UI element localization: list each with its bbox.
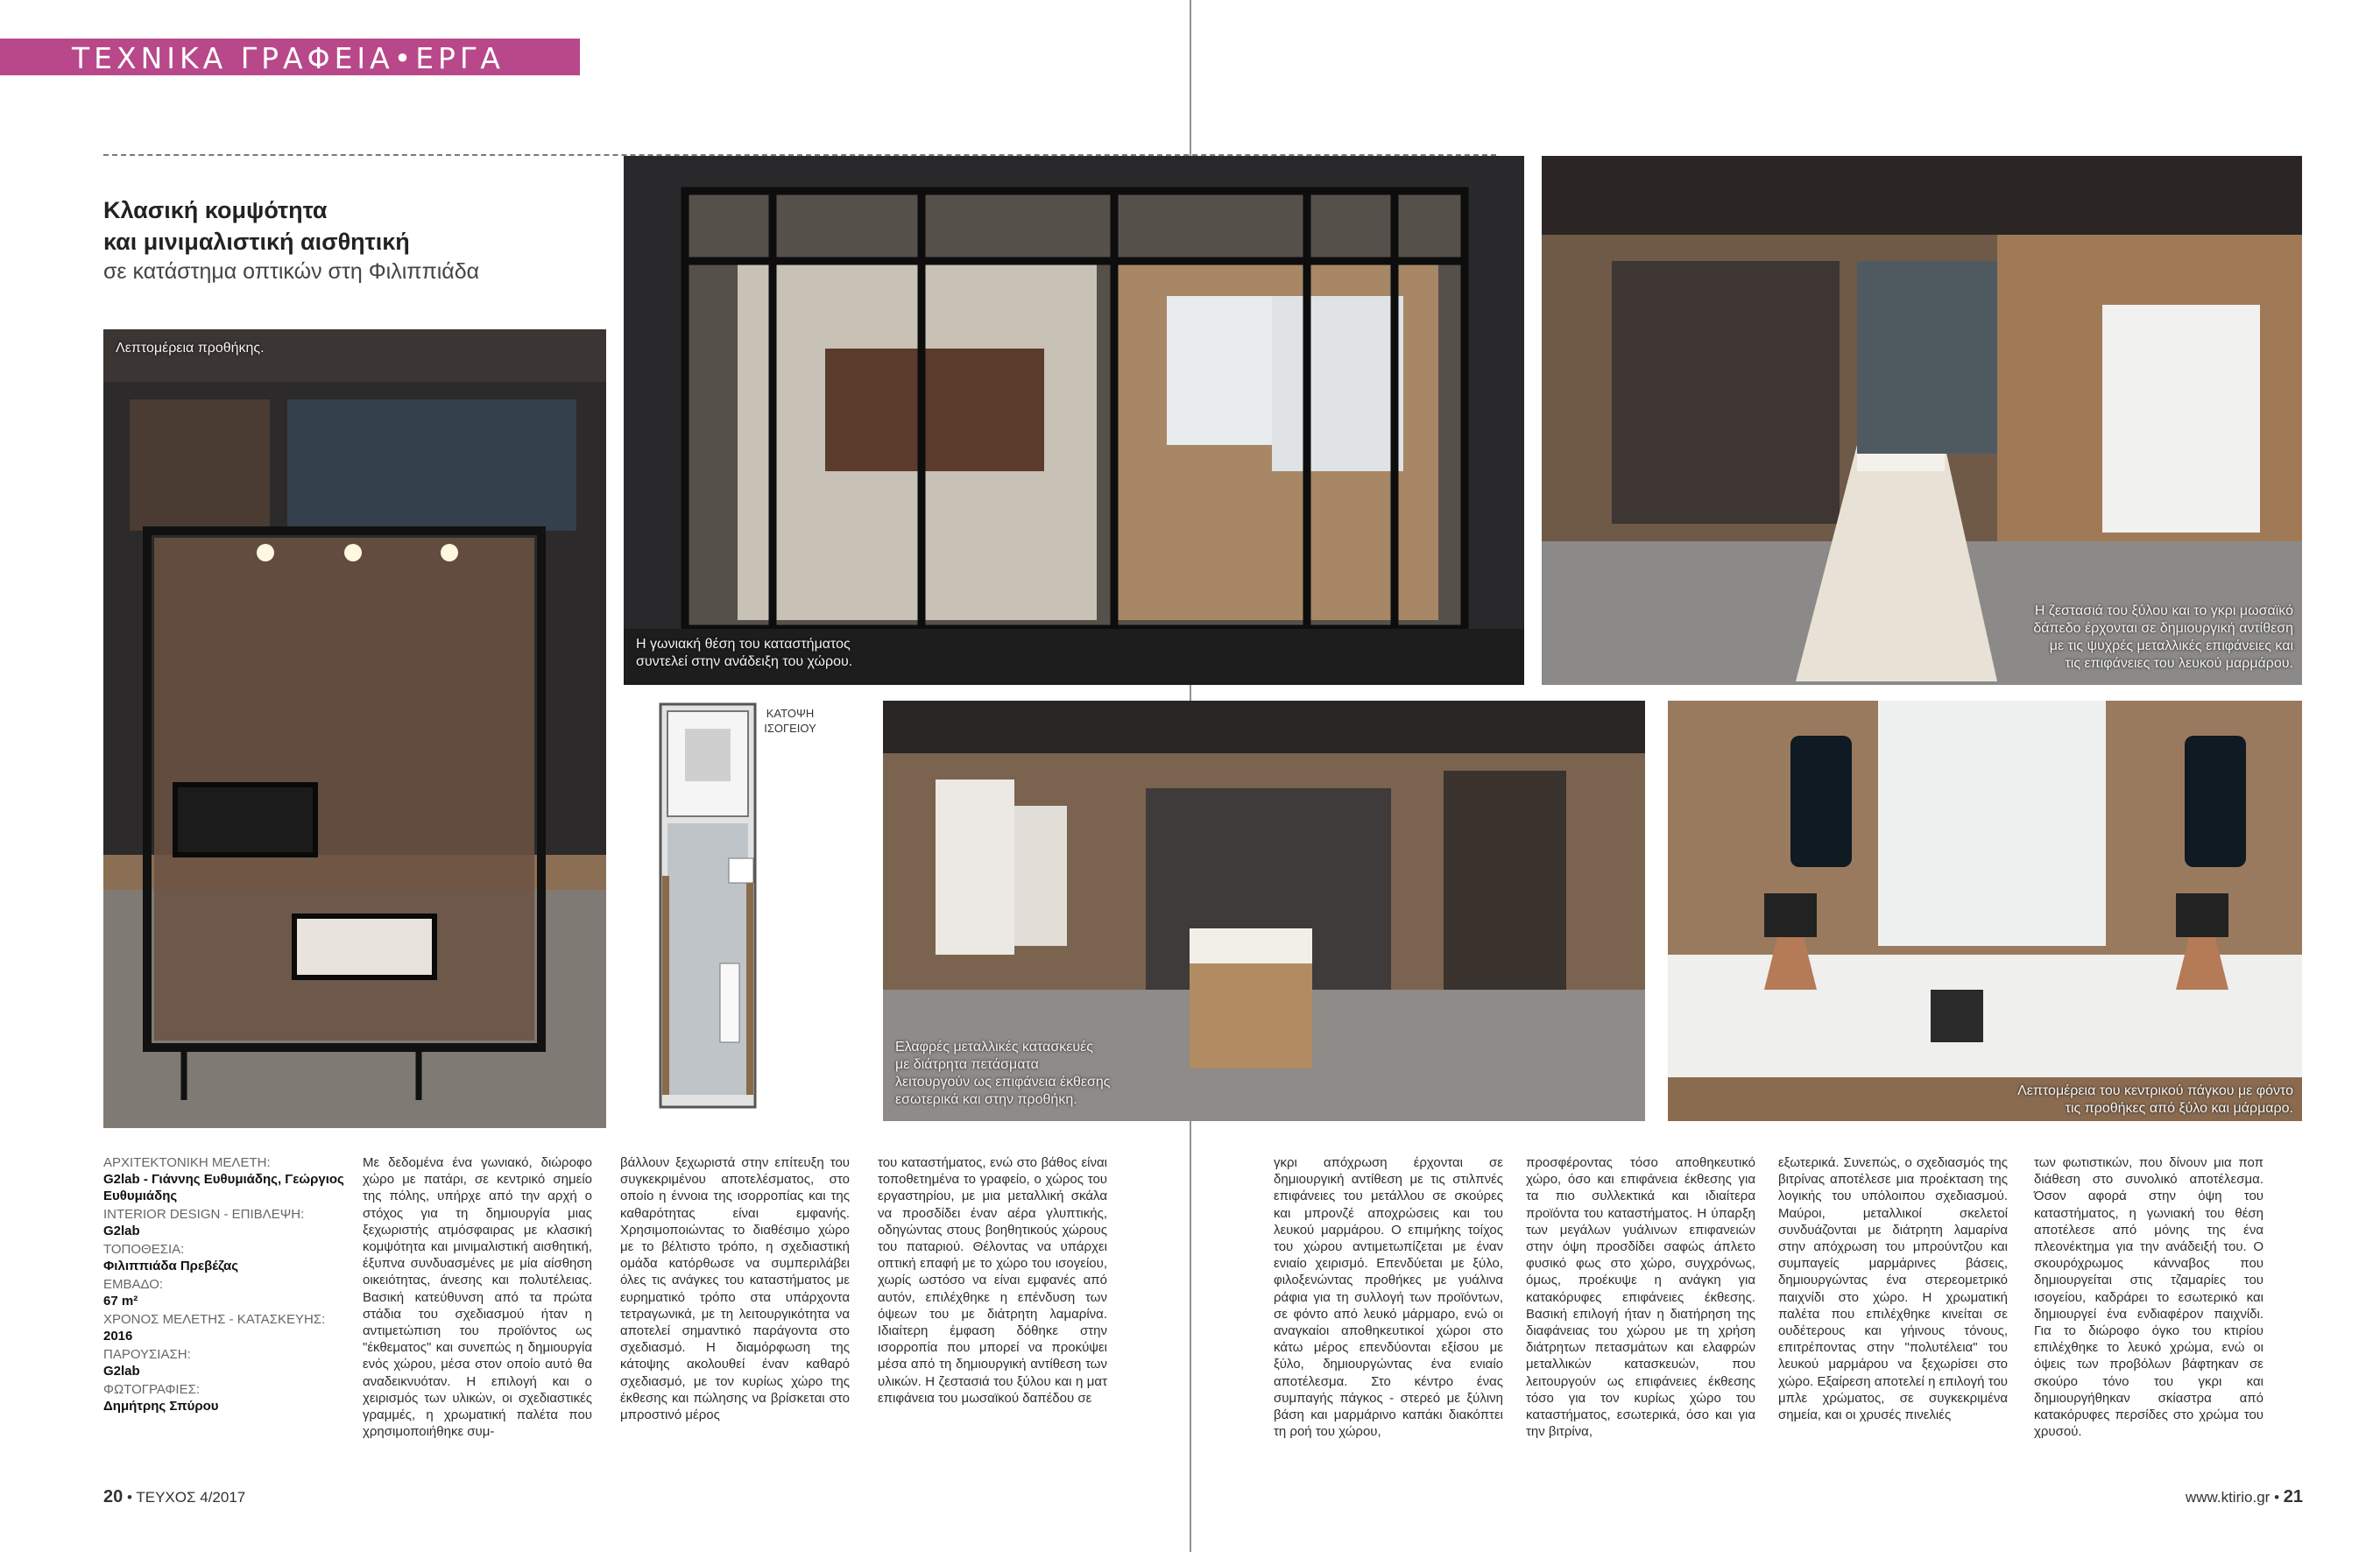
headline-line-2: και μινιμαλιστική αισθητική bbox=[103, 229, 410, 255]
caption-interior-counter-view bbox=[895, 1039, 1110, 1109]
credit-photography bbox=[103, 1381, 349, 1414]
credit-year bbox=[103, 1311, 349, 1344]
photo-storefront bbox=[624, 156, 1524, 685]
credit-value: Δημήτρης Σπύρου bbox=[103, 1399, 219, 1414]
credit-value: G2lab bbox=[103, 1224, 140, 1238]
credit-value: 67 m² bbox=[103, 1294, 138, 1309]
page-number-left: 20 bbox=[103, 1487, 124, 1506]
floor-plan-label bbox=[755, 706, 825, 736]
caption-interior-line-4: τις επιφάνειες του λευκού μαρμάρου. bbox=[2065, 656, 2293, 671]
credit-value: G2lab bbox=[103, 1364, 140, 1379]
credit-label: ΤΟΠΟΘΕΣΙΑ: bbox=[103, 1242, 185, 1257]
section-label: ΤΕΧΝΙΚΑ ΓΡΑΦΕΙΑ•ΕΡΓΑ bbox=[72, 41, 505, 75]
body-column-6: εξωτερικά. Συνεπώς, ο σχεδιασμός της βιτρίνας αποτέλεσε μια προέκταση της λογικής του υπόλοιπου σχεδιασμού. Μαύροι, μεταλλικοί σκελετοί συνδυάζονται με διάτρητη λαμαρίνα στην απόχρωση του μπρούντζου και συμπαγείς μαρμάρινες βάσεις, δημιουργώντας ένα στερεομετρικό παιχνίδι στο χώρο. Η χρωματική παλέτα που επιλέχθηκε κινείται σε ουδέτερους και γήινους τόνους, επιτρέποντας στην "πολυτέλεια" του λευκού μαρμάρου να ξεχωρίσει στο χώρο. Εξαίρεση αποτελεί η επιλογή του μπλε χρώματος, σε συγκεκριμένα σημεία, και οι χρυσές πινελιές bbox=[1778, 1155, 2008, 1423]
issue-label: • ΤΕΥΧΟΣ bbox=[126, 1489, 196, 1506]
article-headline bbox=[103, 194, 603, 257]
credit-value: 2016 bbox=[103, 1329, 133, 1344]
photo-interior-long-wall bbox=[1542, 156, 2302, 685]
caption-interior-line-1: Η ζεστασιά του ξύλου και το γκρι μωσαϊκό bbox=[2034, 603, 2293, 618]
body-column-4: γκρι απόχρωση έρχονται σε δημιουργική αντίθεση με τις στιλπνές επιφάνειες του μετάλλου σε σκούρες και μπρονζέ αποχρώσεις και του λευκού μαρμάρου. Ο επιμήκης τοίχος του χώρου αντιμετωπίζεται με έναν ενιαίο χειρισμό. Επενδύεται με ξύλο, φιλοξενώντας προθήκες με γυάλινα ράφια για τη συλλογή των προϊόντων, σε φόντο από λευκό μάρμαρο, ενώ οι αναγκαίοι αποθηκευτικοί χώροι στο κάτω μέρος επενδύονται εξίσου με ξύλο, δημιουργώντας ένα ενιαίο αποτέλεσμα. Στο κέντρο ένας συμπαγής πάγκος - στερεό με ξύλινη βάση και μαρμάρινο καπάκι διακόπτει τη ροή του χώρου, bbox=[1274, 1155, 1503, 1440]
photo-counter-detail bbox=[1668, 701, 2302, 1121]
body-column-5: προσφέροντας τόσο αποθηκευτικό χώρο, όσο και επιφάνεια έκθεσης για τα πιο συλλεκτικά και ιδιαίτερα προϊόντα του καταστήματος. Η ύπαρξη των μεγάλων γυάλινων επιφανειών στην όψη προσδίδει σαφώς άπλετο φυσικό φως στο χώρο, συγχρόνως, όμως, προέκυψε η ανάγκη για κατακόρυφες επιφάνειες έκθεσης. Βασική επιλογή ήταν η διατήρηση της διαφάνειας του χώρου με τη χρήση διάτρητων πετασμάτων και ελαφρών μεταλλικών κατασκευών, που λειτουργούν ως επιφάνειες έκθεσης τόσο για τον κυρίως χώρο του καταστήματος, εσωτερικά, όσο και για την βιτρίνα, bbox=[1526, 1155, 1755, 1440]
photo-interior-counter-view bbox=[883, 701, 1645, 1121]
credit-presentation bbox=[103, 1346, 349, 1379]
credit-value: Φιλιππιάδα Πρεβέζας bbox=[103, 1259, 239, 1273]
site-url: www.ktirio.gr bbox=[2185, 1489, 2271, 1506]
credit-value: G2lab - Γιάννης Ευθυμιάδης, Γεώργιος Ευθυμιάδης bbox=[103, 1172, 344, 1203]
credits-block bbox=[103, 1154, 349, 1416]
caption-storefront bbox=[636, 636, 852, 671]
credit-label: ΑΡΧΙΤΕΚΤΟΝΙΚΗ ΜΕΛΕΤΗ: bbox=[103, 1155, 271, 1170]
footer-separator: • bbox=[2274, 1489, 2280, 1506]
body-column-1: Με δεδομένα ένα γωνιακό, διώροφο χώρο με πατάρι, σε κεντρικό σημείο της πόλης, υπήρχε από την αρχή ο στόχος για τη δημιουργία μιας ξεχωριστής ατμόσφαιρας με κλασική κομψότητα και μινιμαλιστική αισθητική, έξυπνα συνδυασμένες με μία αίσθηση οικειότητας, άνεσης και πολυτέλειας. Βασική κατεύθυνση από τα πρώτα στάδια του σχεδιασμού ήταν η αντιμετώπιση του προϊόντος ως "έκθεματος" και συνεπώς η δημιουργία ενός χώρου, μέσα στον οποίο αυτό θα αναδεικνυόταν. Η επιλογή και ο χειρισμός των υλικών, οι σχεδιαστικές γραμμές, η χρωματική παλέτα που χρησιμοποιήθηκε συμ- bbox=[363, 1155, 592, 1440]
footer-right bbox=[2186, 1487, 2303, 1507]
section-banner bbox=[0, 39, 580, 75]
caption-interior-long-wall bbox=[1943, 603, 2293, 673]
credit-architecture bbox=[103, 1154, 349, 1204]
caption-storefront-line-1: Η γωνιακή θέση του καταστήματος bbox=[636, 637, 851, 652]
article-subheadline: σε κατάστημα οπτικών στη Φιλιππιάδα bbox=[103, 259, 480, 284]
caption-counter-view-line-1: Ελαφρές μεταλλικές κατασκευές bbox=[895, 1040, 1093, 1055]
credit-area bbox=[103, 1276, 349, 1309]
credit-label: ΠΑΡΟΥΣΙΑΣΗ: bbox=[103, 1347, 191, 1362]
counter-detail-image bbox=[1668, 701, 2302, 1121]
caption-counter-view-line-3: λειτουργούν ως επιφάνεια έκθεσης bbox=[895, 1075, 1111, 1090]
headline-line-1: Κλασική κομψότητα bbox=[103, 197, 328, 223]
caption-counter-detail-line-2: τις προθήκες από ξύλο και μάρμαρο. bbox=[2065, 1101, 2293, 1116]
credit-label: INTERIOR DESIGN - ΕΠΙΒΛΕΨΗ: bbox=[103, 1207, 305, 1222]
caption-interior-line-3: με τις ψυχρές μεταλλικές επιφάνειες και bbox=[2049, 638, 2293, 653]
body-column-7: των φωτιστικών, που δίνουν μια ποπ διάθεση στο συνολικό αποτέλεσμα. Όσον αφορά στην όψη του καταστήματος, η γωνιακή του θέση αποτέλεσε από μόνης της ένα πλεονέκτημα για την ανάδειξή του. Ο σκουρόχρωμος κάνναβος που δημιουργείται στις τζαμαρίες του ισογείου, καδράρει το εσωτερικό και δημιουργεί ένα ενδιαφέρον παιχνίδι. Για το διώροφο όγκο του κτιρίου επιλέχθηκε το λευκό χρώμα, ενώ οι όψεις των προβόλων βάφτηκαν σε σκούρο τόνο του γκρι και δημιουργήθηκαν σκίαστρα από κατακόρυφες περσίδες στο χρώμα του χρυσού. bbox=[2034, 1155, 2263, 1440]
credit-location bbox=[103, 1241, 349, 1274]
credit-label: ΧΡΟΝΟΣ ΜΕΛΕΤΗΣ - ΚΑΤΑΣΚΕΥΗΣ: bbox=[103, 1312, 326, 1327]
credit-label: ΦΩΤΟΓΡΑΦΙΕΣ: bbox=[103, 1382, 201, 1397]
body-column-2: βάλλουν ξεχωριστά στην επίτευξη του συγκεκριμένου αποτελέσματος, στο οποίο η έννοια της ισορροπίας και της καθαρότητας είναι εμφανής. Χρησιμοποιώντας το διαθέσιμο χώρο με το βέλτιστο τρόπο, η σχεδιαστική ομάδα κατόρθωσε να συμπεριλάβει όλες τις ανάγκες του καταστήματος με ευρηματικό τρόπο στα υπάρχοντα τετραγωνικά, με τη λειτουργικότητα να αποτελεί σημαντικό παράγοντα στο σχεδιασμό. Η διαμόρφωση της κάτοψης ακολουθεί έναν καθαρό σχεδιασμό, με τον κυρίως χώρο της έκθεσης και πώλησης να βρίσκεται στο μπροστινό μέρος bbox=[620, 1155, 850, 1423]
page-number-right: 21 bbox=[2283, 1487, 2303, 1506]
caption-counter-view-line-2: με διάτρητα πετάσματα bbox=[895, 1057, 1039, 1072]
floor-plan-label-line-1: ΚΑΤΟΨΗ bbox=[766, 707, 815, 720]
display-case-image bbox=[103, 329, 606, 1128]
footer-left bbox=[103, 1487, 245, 1507]
credit-label: ΕΜΒΑΔΟ: bbox=[103, 1277, 164, 1292]
body-column-3: του καταστήματος, ενώ στο βάθος είναι τοποθετημένα το γραφείο, ο χώρος του εργαστηρίου, με μια μεταλλική σκάλα να προσδίδει έναν αέρα γλυπτικής, οδηγώντας στους βοηθητικούς χώρους του παταριού. Θέλοντας να υπάρχει οπτική επαφή με το χώρο του ισογείου, χωρίς ωστόσο να είναι εμφανές από αυτόν, επιλέχθηκε η επένδυση των όψεων του με διάτρητη λαμαρίνα. Ιδιαίτερη έμφαση δόθηκε στην ισορροπία που μπορεί να προκύψει μέσα από τη δημιουργική αντίθεση των υλικών. Η ζεστασιά του ξύλου και η ματ επιφάνεια του μωσαϊκού δαπέδου σε bbox=[878, 1155, 1107, 1406]
storefront-image bbox=[624, 156, 1524, 685]
caption-counter-detail-line-1: Λεπτομέρεια του κεντρικού πάγκου με φόντο bbox=[2017, 1083, 2293, 1098]
credit-interior-design bbox=[103, 1206, 349, 1239]
caption-storefront-line-2: συντελεί στην ανάδειξη του χώρου. bbox=[636, 654, 853, 669]
caption-display-case: Λεπτομέρεια προθήκης. bbox=[116, 341, 265, 356]
issue-date: 4/2017 bbox=[200, 1489, 246, 1506]
floor-plan-label-line-2: ΙΣΟΓΕΙΟΥ bbox=[764, 722, 816, 735]
caption-interior-line-2: δάπεδο έρχονται σε δημιουργική αντίθεση bbox=[2033, 621, 2293, 636]
caption-counter-detail bbox=[1908, 1083, 2293, 1118]
caption-counter-view-line-4: εσωτερικά και στην προθήκη. bbox=[895, 1092, 1077, 1107]
photo-display-case bbox=[103, 329, 606, 1128]
floor-plan bbox=[624, 701, 834, 1112]
floor-plan-drawing bbox=[624, 701, 834, 1112]
